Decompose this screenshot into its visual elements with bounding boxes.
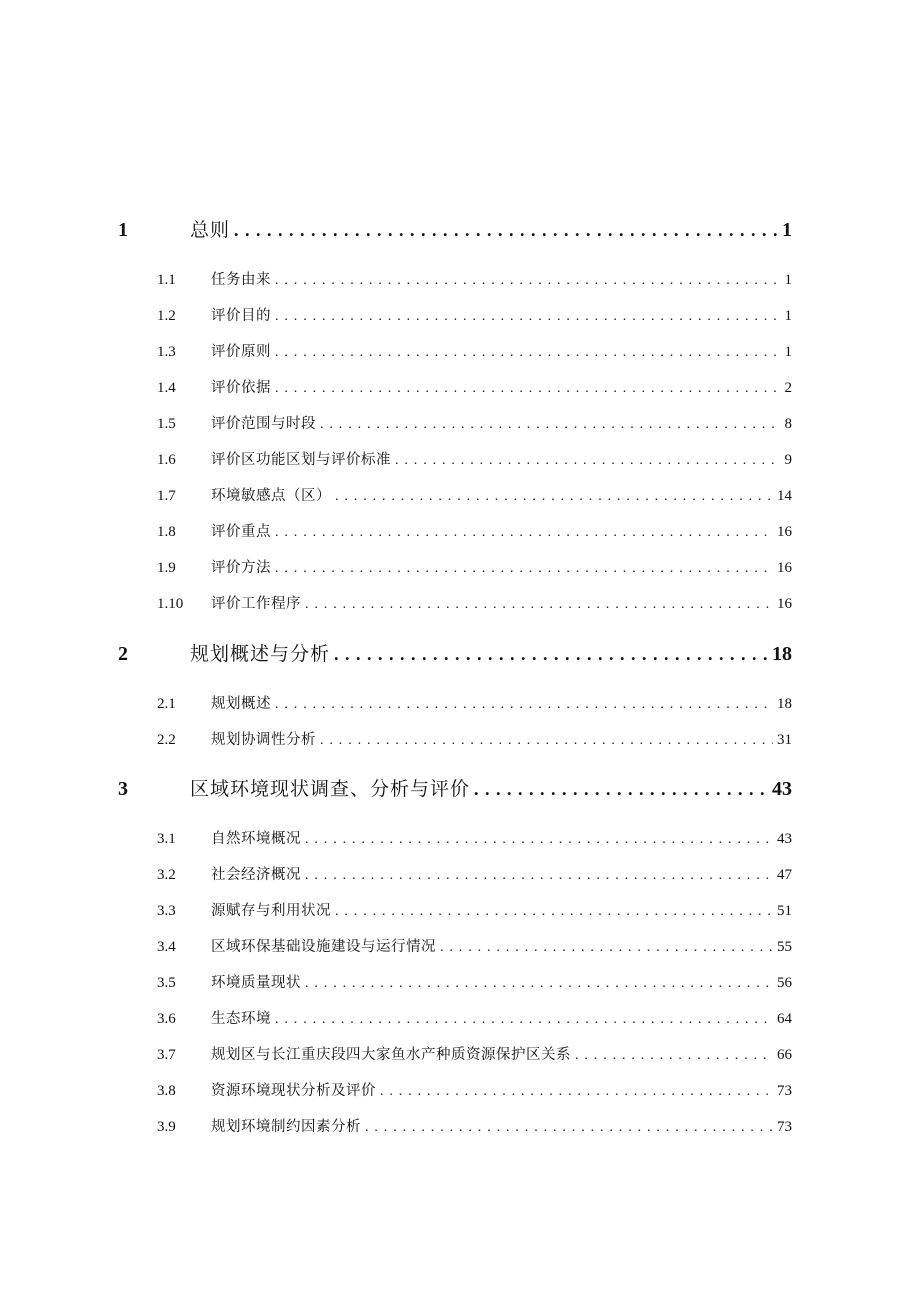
section-entry bbox=[211, 859, 792, 892]
section-title: 评价原则 bbox=[211, 344, 271, 360]
section-title: 环境敏感点（区） bbox=[211, 488, 331, 504]
toc-section-2-1[interactable] bbox=[0, 688, 920, 720]
section-page-number: 64 bbox=[777, 1011, 792, 1027]
section-entry bbox=[211, 336, 792, 369]
section-title: 规划环境制约因素分析 bbox=[211, 1119, 361, 1135]
section-entry bbox=[211, 480, 792, 513]
section-page-number: 1 bbox=[784, 344, 792, 360]
section-title: 任务由来 bbox=[211, 272, 271, 288]
chapter-number: 1 bbox=[118, 219, 128, 241]
section-page-number: 14 bbox=[777, 488, 792, 504]
section-number: 1.5 bbox=[157, 416, 176, 432]
section-entry bbox=[211, 1003, 792, 1036]
section-title: 评价依据 bbox=[211, 380, 271, 396]
section-entry bbox=[211, 408, 792, 441]
section-entry bbox=[211, 552, 792, 585]
section-title: 规划区与长江重庆段四大家鱼水产种质资源保护区关系 bbox=[211, 1047, 571, 1063]
section-number: 3.7 bbox=[157, 1047, 176, 1063]
toc-section-3-6[interactable] bbox=[0, 1003, 920, 1035]
section-page-number: 51 bbox=[777, 903, 792, 919]
section-entry bbox=[211, 444, 792, 477]
toc-chapter-2[interactable] bbox=[0, 638, 920, 670]
section-title: 环境质量现状 bbox=[211, 975, 301, 991]
section-page-number: 31 bbox=[777, 732, 792, 748]
chapter-page-number: 18 bbox=[772, 643, 792, 665]
toc-section-3-4[interactable] bbox=[0, 931, 920, 963]
section-number: 1.7 bbox=[157, 488, 176, 504]
section-title: 自然环境概况 bbox=[211, 831, 301, 847]
section-number: 3.4 bbox=[157, 939, 176, 955]
section-page-number: 56 bbox=[777, 975, 792, 991]
dot-leader bbox=[320, 409, 781, 441]
section-page-number: 16 bbox=[777, 524, 792, 540]
section-number: 1.6 bbox=[157, 452, 176, 468]
dot-leader bbox=[365, 1112, 773, 1144]
dot-leader bbox=[320, 725, 773, 757]
section-page-number: 66 bbox=[777, 1047, 792, 1063]
toc-section-1-1[interactable] bbox=[0, 264, 920, 296]
toc-section-3-3[interactable] bbox=[0, 895, 920, 927]
section-entry bbox=[211, 967, 792, 1000]
section-number: 3.3 bbox=[157, 903, 176, 919]
dot-leader bbox=[275, 301, 781, 333]
section-title: 评价区功能区划与评价标准 bbox=[211, 452, 391, 468]
dot-leader bbox=[335, 481, 773, 513]
section-title: 评价范围与时段 bbox=[211, 416, 316, 432]
dot-leader bbox=[335, 896, 773, 928]
dot-leader bbox=[275, 1004, 773, 1036]
section-title: 评价目的 bbox=[211, 308, 271, 324]
section-number: 1.4 bbox=[157, 380, 176, 396]
section-page-number: 73 bbox=[777, 1119, 792, 1135]
section-number: 1.10 bbox=[157, 596, 184, 612]
section-number: 3.6 bbox=[157, 1011, 176, 1027]
section-number: 2.1 bbox=[157, 696, 176, 712]
section-page-number: 73 bbox=[777, 1083, 792, 1099]
dot-leader bbox=[575, 1040, 773, 1072]
section-number: 1.9 bbox=[157, 560, 176, 576]
dot-leader bbox=[380, 1076, 773, 1108]
section-entry bbox=[211, 724, 792, 757]
section-number: 1.8 bbox=[157, 524, 176, 540]
section-page-number: 1 bbox=[784, 272, 792, 288]
dot-leader bbox=[474, 773, 768, 805]
section-page-number: 1 bbox=[784, 308, 792, 324]
section-page-number: 55 bbox=[777, 939, 792, 955]
section-page-number: 2 bbox=[784, 380, 792, 396]
section-entry bbox=[211, 264, 792, 297]
section-entry bbox=[211, 823, 792, 856]
section-entry bbox=[211, 1039, 792, 1072]
section-title: 源赋存与利用状况 bbox=[211, 903, 331, 919]
toc-section-1-3[interactable] bbox=[0, 336, 920, 368]
toc-section-1-5[interactable] bbox=[0, 408, 920, 440]
toc-section-1-10[interactable] bbox=[0, 588, 920, 620]
section-entry bbox=[211, 300, 792, 333]
chapter-page-number: 43 bbox=[772, 778, 792, 800]
section-number: 3.8 bbox=[157, 1083, 176, 1099]
toc-section-3-2[interactable] bbox=[0, 859, 920, 891]
section-number: 3.1 bbox=[157, 831, 176, 847]
section-number: 3.5 bbox=[157, 975, 176, 991]
section-title: 评价方法 bbox=[211, 560, 271, 576]
chapter-entry bbox=[190, 214, 792, 246]
toc-section-1-6[interactable] bbox=[0, 444, 920, 476]
toc-chapter-1[interactable] bbox=[0, 214, 920, 246]
dot-leader bbox=[334, 638, 768, 670]
chapter-entry bbox=[190, 638, 792, 670]
section-number: 3.9 bbox=[157, 1119, 176, 1135]
section-title: 规划协调性分析 bbox=[211, 732, 316, 748]
dot-leader bbox=[275, 689, 773, 721]
section-number: 3.2 bbox=[157, 867, 176, 883]
section-page-number: 8 bbox=[784, 416, 792, 432]
section-entry bbox=[211, 516, 792, 549]
section-title: 资源环境现状分析及评价 bbox=[211, 1083, 376, 1099]
chapter-page-number: 1 bbox=[782, 219, 792, 241]
chapter-number: 3 bbox=[118, 778, 128, 800]
section-number: 2.2 bbox=[157, 732, 176, 748]
chapter-title: 总则 bbox=[190, 219, 231, 241]
section-title: 区域环保基础设施建设与运行情况 bbox=[211, 939, 436, 955]
section-title: 生态环境 bbox=[211, 1011, 271, 1027]
dot-leader bbox=[305, 824, 773, 856]
section-entry bbox=[211, 895, 792, 928]
section-page-number: 47 bbox=[777, 867, 792, 883]
section-entry bbox=[211, 1111, 792, 1144]
section-title: 评价重点 bbox=[211, 524, 271, 540]
section-entry bbox=[211, 1075, 792, 1108]
dot-leader bbox=[275, 373, 781, 405]
section-page-number: 16 bbox=[777, 596, 792, 612]
chapter-title: 区域环境现状调查、分析与评价 bbox=[190, 778, 471, 800]
dot-leader bbox=[305, 860, 773, 892]
toc-section-2-2[interactable] bbox=[0, 724, 920, 756]
toc-section-3-5[interactable] bbox=[0, 967, 920, 999]
dot-leader bbox=[275, 517, 773, 549]
section-number: 1.1 bbox=[157, 272, 176, 288]
section-number: 1.3 bbox=[157, 344, 176, 360]
dot-leader bbox=[305, 589, 773, 621]
toc-section-3-1[interactable] bbox=[0, 823, 920, 855]
toc-section-3-9[interactable] bbox=[0, 1111, 920, 1143]
chapter-title: 规划概述与分析 bbox=[190, 643, 331, 665]
toc-section-1-4[interactable] bbox=[0, 372, 920, 404]
section-page-number: 16 bbox=[777, 560, 792, 576]
chapter-entry bbox=[190, 773, 792, 805]
dot-leader bbox=[275, 337, 781, 369]
section-entry bbox=[211, 688, 792, 721]
dot-leader bbox=[305, 968, 773, 1000]
toc-section-1-8[interactable] bbox=[0, 516, 920, 548]
toc-section-3-8[interactable] bbox=[0, 1075, 920, 1107]
section-title: 规划概述 bbox=[211, 696, 271, 712]
toc-chapter-3[interactable] bbox=[0, 773, 920, 805]
section-entry bbox=[211, 372, 792, 405]
dot-leader bbox=[275, 553, 773, 585]
dot-leader bbox=[234, 214, 778, 246]
toc-section-3-7[interactable] bbox=[0, 1039, 920, 1071]
toc-section-1-7[interactable] bbox=[0, 480, 920, 512]
section-page-number: 43 bbox=[777, 831, 792, 847]
section-entry bbox=[211, 931, 792, 964]
section-title: 评价工作程序 bbox=[211, 596, 301, 612]
section-number: 1.2 bbox=[157, 308, 176, 324]
chapter-number: 2 bbox=[118, 643, 128, 665]
section-page-number: 9 bbox=[784, 452, 792, 468]
section-entry bbox=[211, 588, 792, 621]
section-title: 社会经济概况 bbox=[211, 867, 301, 883]
dot-leader bbox=[440, 932, 773, 964]
section-page-number: 18 bbox=[777, 696, 792, 712]
toc-section-1-9[interactable] bbox=[0, 552, 920, 584]
dot-leader bbox=[275, 265, 781, 297]
toc-section-1-2[interactable] bbox=[0, 300, 920, 332]
dot-leader bbox=[395, 445, 781, 477]
